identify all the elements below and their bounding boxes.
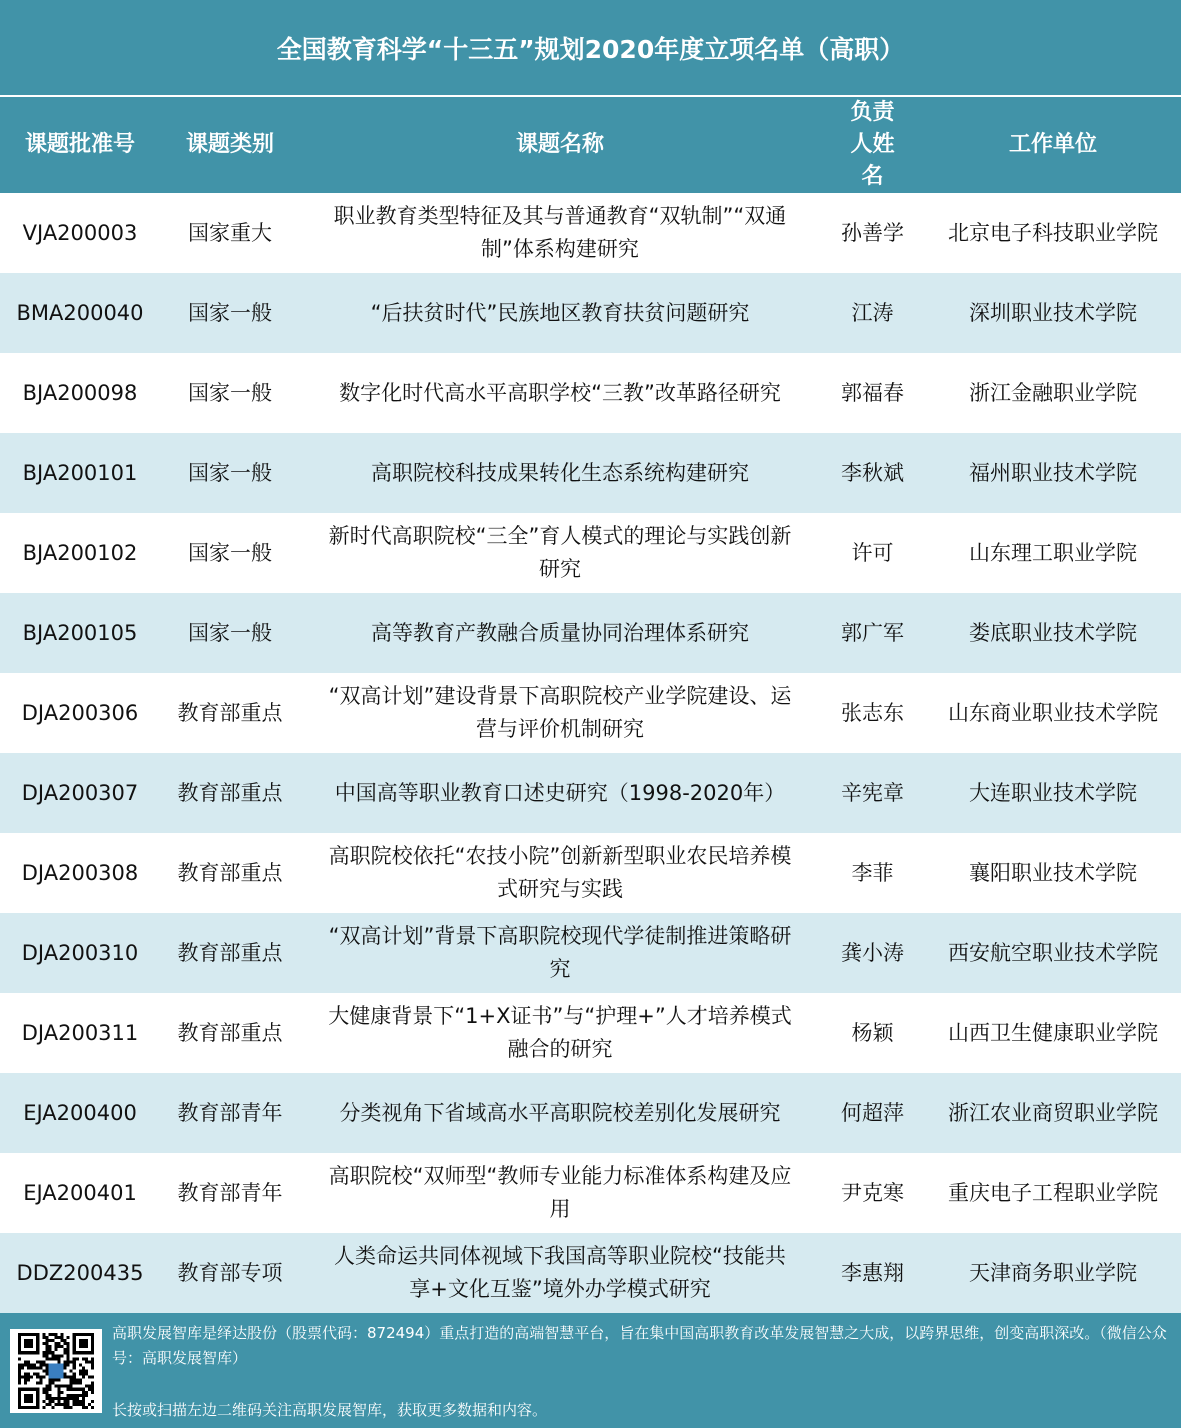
- project-unit: 山西卫生健康职业学院: [948, 1020, 1158, 1045]
- footer-cta: 长按或扫描左边二维码关注高职发展智库，获取更多数据和内容。: [112, 1401, 548, 1419]
- project-category: 教育部专项: [160, 1233, 300, 1313]
- project-id: DJA200310: [0, 913, 160, 993]
- project-name: “双高计划”建设背景下高职院校产业学院建设、运营与评价机制研究: [328, 684, 792, 741]
- table-row: [0, 513, 1181, 593]
- project-name: 新时代高职院校“三全”育人模式的理论与实践创新研究: [328, 524, 792, 581]
- project-category: 国家一般: [160, 433, 300, 513]
- project-unit: 山东商业职业技术学院: [948, 700, 1158, 725]
- table-header: [0, 97, 1181, 193]
- project-name: 中国高等职业教育口述史研究（1998-2020年）: [300, 753, 820, 833]
- footer-intro: 高职发展智库是绎达股份（股票代码：872494）重点打造的高端智慧平台，旨在集中国高职教育改革发展智慧之大成，以跨界思维，创变高职深改。（微信公众号：高职发展智库）: [112, 1324, 1167, 1367]
- project-leader: 张志东: [841, 700, 904, 725]
- project-table: [0, 97, 1181, 1313]
- project-name: “双高计划”背景下高职院校现代学徒制推进策略研究: [300, 913, 820, 993]
- project-id: DJA200307: [0, 753, 160, 833]
- table-row: [0, 673, 1181, 753]
- project-leader: 杨颖: [851, 1020, 894, 1045]
- project-category: 教育部青年: [177, 1180, 283, 1205]
- col-header-category: 课题类别: [160, 97, 300, 193]
- project-unit: 重庆电子工程职业学院: [948, 1180, 1158, 1205]
- project-leader: 李秋斌: [820, 433, 925, 513]
- project-id: BJA200098: [22, 380, 138, 405]
- project-id: DJA200306: [21, 700, 139, 725]
- project-unit: 襄阳职业技术学院: [969, 860, 1137, 885]
- project-category: 教育部重点: [160, 753, 300, 833]
- project-category: 国家一般: [160, 593, 300, 673]
- project-leader: 孙善学: [841, 220, 904, 245]
- col-header-id: 课题批准号: [0, 97, 160, 193]
- project-name: 职业教育类型特征及其与普通教育“双轨制”“双通制”体系构建研究: [333, 204, 787, 261]
- project-unit: 浙江金融职业学院: [969, 380, 1137, 405]
- project-name: 高等教育产教融合质量协同治理体系研究: [300, 593, 820, 673]
- page-title: 全国教育科学“十三五”规划2020年度立项名单（高职）: [0, 0, 1181, 95]
- project-leader: 许可: [851, 540, 894, 565]
- project-category: 教育部重点: [177, 700, 283, 725]
- project-leader: 尹克寒: [841, 1180, 904, 1205]
- table-row: [0, 1233, 1181, 1313]
- table-row: [0, 993, 1181, 1073]
- project-id: BJA200101: [0, 433, 160, 513]
- project-leader: 江涛: [820, 273, 925, 353]
- project-name: 分类视角下省域高水平高职院校差别化发展研究: [300, 1073, 820, 1153]
- project-category: 教育部重点: [160, 913, 300, 993]
- table-row: [0, 833, 1181, 913]
- project-unit: 天津商务职业学院: [925, 1233, 1181, 1313]
- project-unit: 山东理工职业学院: [969, 540, 1137, 565]
- table-row: [0, 753, 1181, 833]
- project-name: 高职院校“双师型“教师专业能力标准体系构建及应用: [328, 1164, 792, 1221]
- project-id: DJA200311: [21, 1020, 139, 1045]
- project-category: 教育部青年: [160, 1073, 300, 1153]
- project-id: BJA200105: [0, 593, 160, 673]
- project-name: 大健康背景下“1+X证书”与“护理+”人才培养模式融合的研究: [328, 1004, 792, 1061]
- project-unit: 西安航空职业技术学院: [925, 913, 1181, 993]
- table-row: [0, 273, 1181, 353]
- project-id: BMA200040: [0, 273, 160, 353]
- project-leader: 辛宪章: [820, 753, 925, 833]
- project-id: EJA200401: [23, 1180, 137, 1205]
- project-name: 数字化时代高水平高职学校“三教”改革路径研究: [339, 380, 781, 405]
- col-header-leader-label: 负责人姓名: [850, 100, 895, 189]
- project-id: DDZ200435: [0, 1233, 160, 1313]
- col-header-leader: [820, 97, 925, 193]
- project-id: DJA200308: [21, 860, 139, 885]
- project-category: 教育部重点: [177, 860, 283, 885]
- project-leader: 龚小涛: [820, 913, 925, 993]
- project-id: BJA200102: [22, 540, 138, 565]
- project-name: 人类命运共同体视域下我国高等职业院校“技能共享+文化互鉴”境外办学模式研究: [300, 1233, 820, 1313]
- table-row: [0, 593, 1181, 673]
- col-header-name: 课题名称: [300, 97, 820, 193]
- project-name: 高职院校科技成果转化生态系统构建研究: [300, 433, 820, 513]
- project-category: 国家一般: [188, 380, 272, 405]
- table-row: [0, 193, 1181, 273]
- project-id: EJA200400: [0, 1073, 160, 1153]
- project-unit: 浙江农业商贸职业学院: [925, 1073, 1181, 1153]
- project-name: 高职院校依托“农技小院”创新新型职业农民培养模式研究与实践: [328, 844, 792, 901]
- project-unit: 娄底职业技术学院: [925, 593, 1181, 673]
- table-row: [0, 1073, 1181, 1153]
- project-leader: 李惠翔: [820, 1233, 925, 1313]
- project-name: “后扶贫时代”民族地区教育扶贫问题研究: [300, 273, 820, 353]
- project-category: 国家重大: [188, 220, 272, 245]
- project-category: 国家一般: [160, 273, 300, 353]
- table-row: [0, 433, 1181, 513]
- project-unit: 福州职业技术学院: [925, 433, 1181, 513]
- table-row: [0, 913, 1181, 993]
- project-category: 教育部重点: [177, 1020, 283, 1045]
- project-leader: 郭福春: [841, 380, 904, 405]
- table-row: [0, 1153, 1181, 1233]
- col-header-unit: 工作单位: [925, 97, 1181, 193]
- project-unit: 北京电子科技职业学院: [948, 220, 1158, 245]
- project-id: VJA200003: [22, 220, 138, 245]
- project-unit: 大连职业技术学院: [925, 753, 1181, 833]
- project-category: 国家一般: [188, 540, 272, 565]
- project-leader: 郭广军: [820, 593, 925, 673]
- project-leader: 李菲: [851, 860, 894, 885]
- project-leader: 何超萍: [820, 1073, 925, 1153]
- qr-code-icon: [10, 1329, 102, 1413]
- project-unit: 深圳职业技术学院: [925, 273, 1181, 353]
- table-row: [0, 353, 1181, 433]
